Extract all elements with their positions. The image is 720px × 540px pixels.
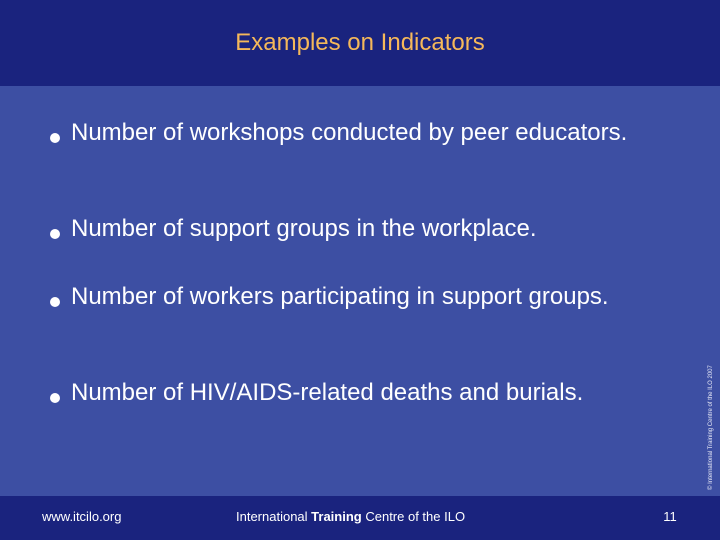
bullet-dot-icon bbox=[50, 393, 60, 403]
footer-bar bbox=[0, 496, 720, 540]
bullet-text: Number of workshops conducted by peer educators. bbox=[71, 119, 628, 146]
footer-organization bbox=[236, 509, 465, 525]
footer-website-link[interactable]: www.itcilo.org bbox=[42, 509, 122, 524]
bullet-text: Number of workers participating in support groups. bbox=[71, 283, 609, 310]
page-number: 11 bbox=[663, 509, 677, 524]
footer-org-bold: Training bbox=[311, 509, 362, 524]
bullet-text: Number of support groups in the workplace. bbox=[71, 215, 537, 242]
bullet-dot-icon bbox=[50, 133, 60, 143]
footer-org-prefix: International bbox=[236, 509, 312, 524]
footer-org-suffix: Centre of the ILO bbox=[361, 509, 466, 524]
title-bar bbox=[0, 0, 720, 86]
copyright-notice: © International Training Centre of the ILO 2007 bbox=[708, 365, 714, 490]
bullet-text: Number of HIV/AIDS-related deaths and burials. bbox=[71, 379, 584, 406]
bullet-dot-icon bbox=[50, 297, 60, 307]
bullet-dot-icon bbox=[50, 229, 60, 239]
slide-title: Examples on Indicators bbox=[235, 29, 485, 56]
